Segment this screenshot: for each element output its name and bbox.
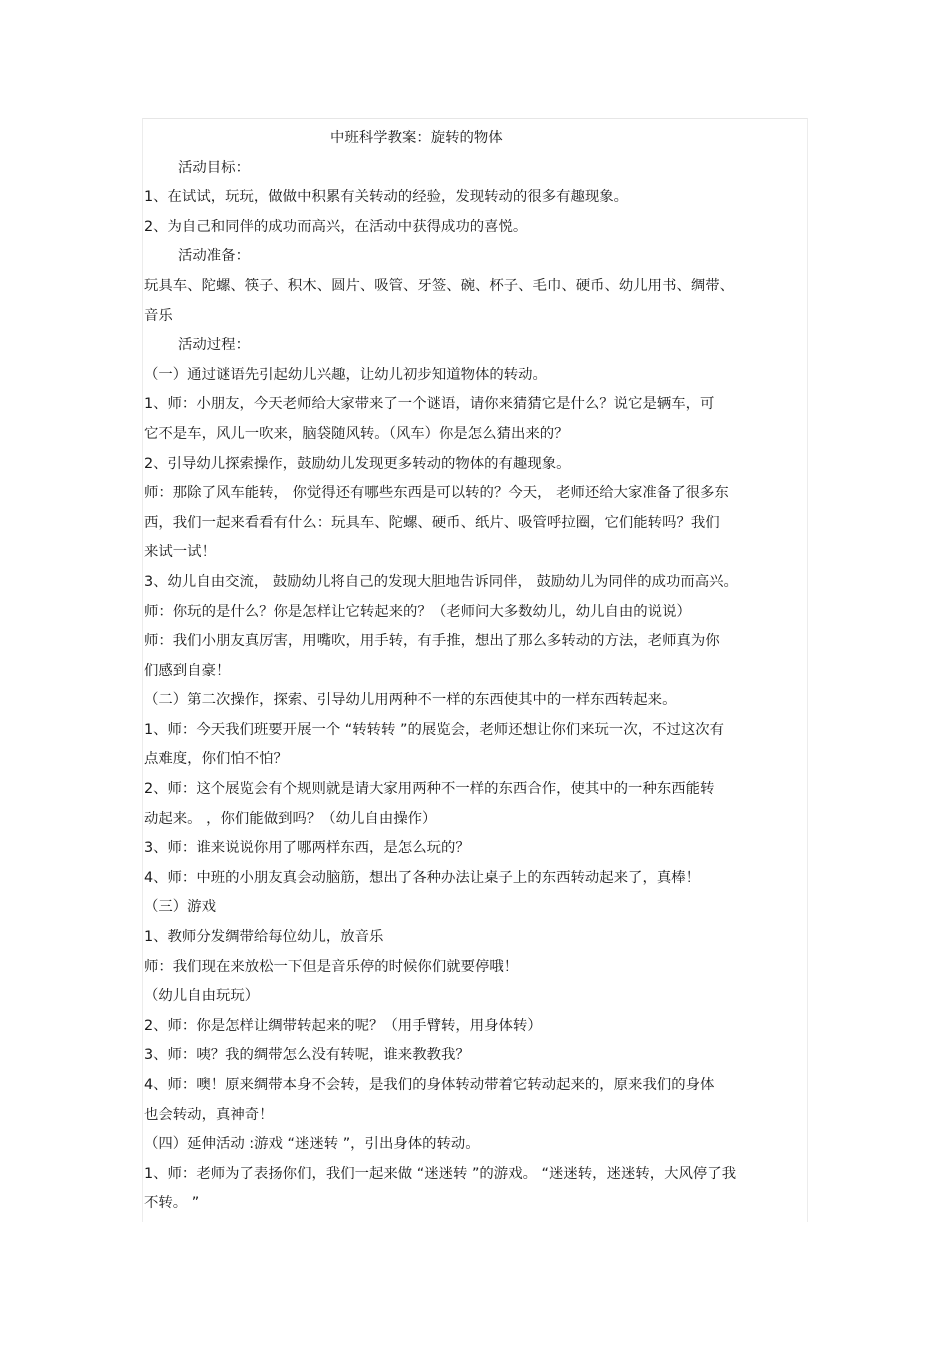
text-line: 动起来。 ，你们能做到吗？（幼儿自由操作） (144, 810, 437, 827)
text-line: 1、师：老师为了表扬你们，我们一起来做 “迷迷转 ”的游戏。 “迷迷转，迷迷转，大风停了我 (144, 1165, 737, 1182)
page-title: 中班科学教案：旋转的物体 (330, 130, 503, 146)
text-line: 1、师：今天我们班要开展一个 “转转转 ”的展览会，老师还想让你们来玩一次，不过这次有 (144, 721, 725, 738)
text-line: （一）通过谜语先引起幼儿兴趣，让幼儿初步知道物体的转动。 (144, 366, 547, 383)
text-line: 2、师：你是怎样让绸带转起来的呢？（用手臂转，用身体转） (144, 1017, 542, 1034)
text-line: （幼儿自由玩玩） (144, 988, 260, 1005)
document-body (144, 124, 804, 1219)
text-line: （三）游戏 (144, 899, 216, 916)
text-line: 1、师：小朋友，今天老师给大家带来了一个谜语，请你来猜猜它是什么？说它是辆车，可 (144, 396, 715, 413)
text-line: 玩具车、陀螺、筷子、积木、圆片、吸管、牙签、碗、杯子、毛巾、硬币、幼儿用书、绸带、 (144, 277, 735, 294)
text-line: 师：那除了风车能转， 你觉得还有哪些东西是可以转的？今天， 老师还给大家准备了很多东 (144, 485, 729, 502)
text-line: 音乐 (144, 307, 173, 324)
text-line: 也会转动，真神奇！ (144, 1106, 274, 1123)
text-line: 3、师：咦？我的绸带怎么没有转呢，谁来教教我？ (144, 1047, 470, 1064)
text-line: 3、师：谁来说说你用了哪两样东西，是怎么玩的？ (144, 840, 470, 857)
text-line: 4、师：噢！原来绸带本身不会转，是我们的身体转动带着它转动起来的，原来我们的身体 (144, 1077, 715, 1093)
section-heading: 活动准备： (178, 248, 250, 265)
text-line: 2、师：这个展览会有个规则就是请大家用两种不一样的东西合作，使其中的一种东西能转 (144, 781, 715, 798)
text-line: 它不是车，风儿一吹来，脑袋随风转。（风车）你是怎么猜出来的？ (144, 425, 569, 442)
text-line: 1、教师分发绸带给每位幼儿，放音乐 (144, 929, 384, 946)
text-line: （四）延伸活动 :游戏 “迷迷转 ”，引出身体的转动。 (144, 1136, 480, 1153)
text-line: 2、引导幼儿探索操作，鼓励幼儿发现更多转动的物体的有趣现象。 (144, 455, 571, 472)
text-line: 们感到自豪！ (144, 662, 231, 679)
text-line: 4、师：中班的小朋友真会动脑筋，想出了各种办法让桌子上的东西转动起来了，真棒！ (144, 869, 701, 886)
text-line: 来试一试！ (144, 544, 216, 561)
text-line: 3、幼儿自由交流， 鼓励幼儿将自己的发现大胆地告诉同伴， 鼓励幼儿为同伴的成功而高兴。 (144, 573, 738, 590)
document-lines (144, 154, 804, 1219)
text-line: 师：我们小朋友真厉害，用嘴吹，用手转，有手推，想出了那么多转动的方法，老师真为你 (144, 633, 720, 650)
section-heading: 活动过程： (178, 337, 250, 354)
text-line: 师：你玩的是什么？你是怎样让它转起来的？（老师问大多数幼儿，幼儿自由的说说） (144, 603, 691, 620)
text-line: 1、在试试，玩玩，做做中积累有关转动的经验，发现转动的很多有趣现象。 (144, 189, 629, 206)
text-line: 点难度，你们怕不怕？ (144, 751, 288, 768)
text-line: 2、为自己和同伴的成功而高兴，在活动中获得成功的喜悦。 (144, 218, 528, 235)
text-line: 不转。 ” (144, 1195, 200, 1212)
section-heading: 活动目标： (178, 159, 250, 176)
text-line: 师：我们现在来放松一下但是音乐停的时候你们就要停哦！ (144, 958, 519, 975)
text-line: （二）第二次操作，探索、引导幼儿用两种不一样的东西使其中的一样东西转起来。 (144, 692, 677, 709)
text-line: 西，我们一起来看看有什么：玩具车、陀螺、硬币、纸片、吸管呼拉圈，它们能转吗？我们 (144, 514, 720, 531)
